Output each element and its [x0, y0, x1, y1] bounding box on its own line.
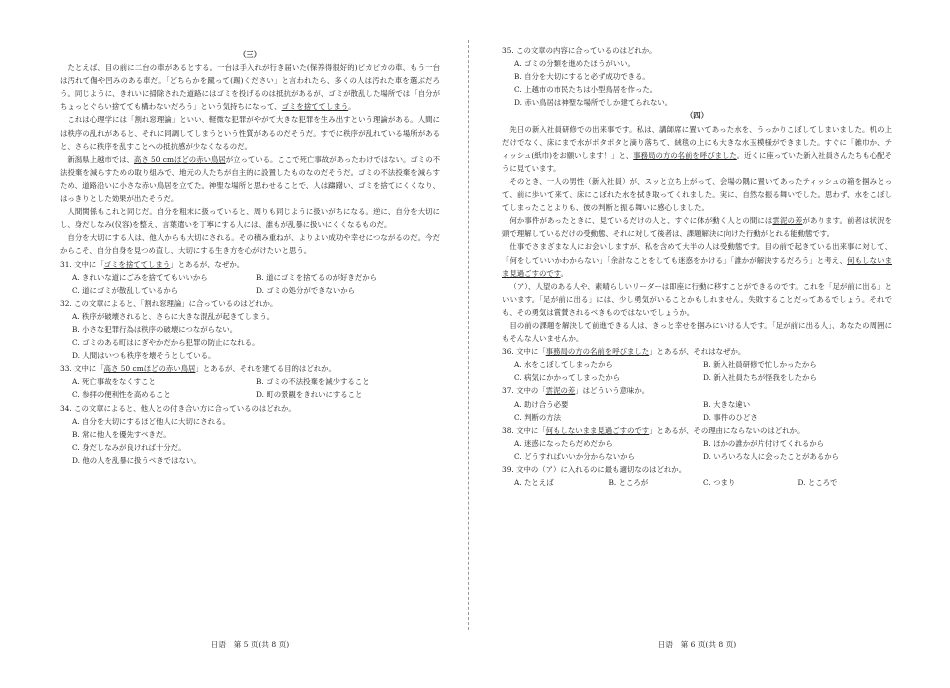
section-title: （三）	[238, 50, 262, 59]
answer-option-row	[60, 375, 440, 388]
text-segment: 。	[348, 102, 356, 112]
text-segment: これは心理学には「割れ窓理論」といい、軽微な犯罪がやがて大きな犯罪を生み出すという理論がある。人間には秩序の乱れがあると、それに同調してしまうという性質があるのだそうだ。すでに秩序が乱れている場所があると、さらに秩序を乱すことへの抵抗感が少なくなるのだ。	[60, 115, 440, 151]
question-stem	[60, 297, 440, 310]
answer-option: D. ところで	[797, 478, 838, 488]
answer-option: B. 新入社員研修で忙しかったから	[703, 360, 817, 370]
page-right	[502, 0, 892, 688]
answer-option: D. 他の人を乱暴に扱うべきではない。	[72, 455, 201, 465]
question-stem	[60, 258, 440, 271]
answer-option-row	[60, 271, 440, 284]
question-stem	[502, 424, 892, 437]
text-segment: 32. この文章によると、「割れ窓理論」に合っているのはどれか。	[60, 298, 278, 308]
question-stem	[502, 463, 892, 476]
answer-option: C. 病気にかかってしまったから	[514, 373, 621, 383]
underlined-text: ゴミを捨ててしまう	[281, 102, 349, 112]
answer-option: A. 水をこぼしてしまったから	[514, 360, 613, 370]
section-title: （四）	[685, 111, 709, 121]
answer-option-row	[502, 358, 892, 371]
text-segment: 先日の新入社員研修での出来事です。私は、講師席に置いてあった水を、うっかりこぼしてしまいました。机の上だけでなく、床にまで水がポタポタと滴り落ちて、絨毯の上にも大きな水玉模様ができました。すぐに「雑巾か、ティッシュ(紙巾)をお願いします！」と、	[502, 124, 892, 160]
question-stem	[502, 384, 892, 397]
passage-paragraph	[60, 205, 440, 231]
text-segment: 仕事でさまざまな人にお会いしますが、私を含めて大半の人は受動態です。目の前で起きている出来事に対して、「何をしていいかわからない」「余計なことをしても迷惑をかける」「誰かが解決するだろう」と考え、	[502, 242, 892, 265]
answer-option: C. 参拝の便利性を高めること	[72, 390, 171, 400]
answer-option-row	[502, 398, 892, 411]
answer-option: B. ところが	[608, 478, 649, 488]
answer-option: A. 迷惑になったらだめだから	[514, 438, 613, 448]
answer-option-row	[502, 476, 892, 489]
passage-paragraph	[60, 113, 440, 152]
answer-option: D. 新入社員たちが怪我をしたから	[703, 373, 817, 383]
answer-option: C. つまり	[703, 478, 736, 488]
answer-option: C. 上越市の市民たちは小型鳥居を作った。	[514, 85, 658, 95]
answer-option: C. 道にゴミが散乱しているから	[72, 285, 179, 295]
passage-paragraph	[60, 153, 440, 205]
left-body	[60, 48, 440, 467]
passage-paragraph	[502, 123, 892, 175]
question-stem	[502, 345, 892, 358]
text-segment: （ア）、人望のある人や、素晴らしいリーダーは即座に行動に移すことができるのです。これを「足が前に出る」といいます。「足が前に出る」には、少し勇気がいることかもしれません。失敗することだってあるでしょう。それでも、その勇気は賞賛されるべきものではないでしょうか。	[502, 281, 892, 317]
answer-option: D. 人間はいつも秩序を壊そうとしている。	[72, 351, 216, 361]
text-segment: 人間関係もこれと同じだ。自分を粗末に扱っていると、周りも同じように扱いがちになる。逆に、自分を大切にし、身だしなみ(仪容)を整え、言葉遣いを丁寧にする人には、誰もが乱暴に扱いにくくなるものだ。	[60, 207, 440, 230]
answer-option: A. 自分を大切にするほど他人に大切にされる。	[72, 416, 230, 426]
answer-option: B. 道にゴミを捨てるのが好きだから	[256, 272, 377, 282]
answer-option: B. 常に他人を優先すべきだ。	[72, 429, 171, 439]
answer-option: C. ゴミのある町はにぎやかだから犯罪の防止になれる。	[72, 338, 260, 348]
answer-option: C. 身だしなみが良ければ十分だ。	[72, 442, 186, 452]
text-segment: たとえば、目の前に二台の車があるとする。一台は手入れが行き届いた(保养得很好的)ピカピカの車、もう一台は汚れて傷や凹みのある車だ。「どちらかを蹴って(踢)ください」と言われたら、多くの人は汚れた車を選ぶだろう。同じように、きれいに掃除された道路にはゴミを投げるのは抵抗があるが、ゴミが散乱した場所では「自分がちょっとぐらい捨てても構わないだろう」という気持ちになって、	[60, 63, 440, 112]
answer-option: D. 事件のひどさ	[703, 412, 758, 422]
answer-option: B. ゴミの不法投棄を減少すること	[256, 377, 370, 387]
question-stem	[60, 362, 440, 375]
answer-option: A. ゴミの分類を進めたほうがいい。	[514, 59, 635, 69]
text-segment: 33. 文中に「	[60, 364, 104, 374]
text-segment: 何か事件があったときに、見ているだけの人と、すぐに体が動く人との間には	[509, 216, 773, 226]
answer-option: A. たとえば	[514, 478, 554, 488]
text-segment: 」とあるが、その理由にならないのはどれか。	[649, 425, 805, 435]
text-segment: 34. この文章によると、他人との付き合い方に合っているのはどれか。	[60, 403, 296, 413]
answer-option: A. 死亡事故をなくすこと	[72, 377, 156, 387]
text-segment: 36. 文中に「	[502, 347, 546, 357]
answer-option: A. きれいな道にごみを捨ててもいいから	[72, 272, 208, 282]
passage-paragraph	[60, 231, 440, 257]
answer-option: C. どうすればいいか分からないから	[514, 451, 635, 461]
underlined-text: 高さ 50 cmほどの赤い鳥居	[133, 154, 226, 164]
text-segment: が立っている。ここで死亡事故があったわけではない。ゴミの不法投棄を減らすための取り組みで、地元の人たちが自主的に設置したものなのだそうだ。ゴミの不法投棄を減らすため、道路沿いに小さな赤い鳥居を立てた。神聖な場所と思わせることで、人は躊躇い、ゴミを捨てにくくなり、はっきりとした効果が出たそうだ。	[60, 154, 440, 204]
answer-option: D. ゴミの処分ができないから	[256, 285, 356, 295]
text-segment: 目の前の課題を解決して前進できる人は、きっと幸せを掴みにいける人です。「足が前に出る人」、あなたの周囲にもそんな人いませんか。	[502, 320, 892, 344]
answer-option: D. 町の景観をきれいにすること	[256, 390, 363, 400]
text-segment: 37. 文中の「	[502, 386, 546, 396]
answer-option: D. いろいろな人に会ったことがあるから	[703, 451, 840, 461]
answer-option-row	[502, 450, 892, 463]
underlined-text: ゴミを捨ててしまう	[103, 259, 171, 269]
page-left	[60, 0, 440, 688]
question-stem: 35. この文章の内容に合っているのはどれか。	[502, 46, 657, 55]
underlined-text: 高さ 50 cmほどの赤い鳥居	[103, 364, 196, 374]
passage-paragraph	[502, 319, 892, 345]
answer-option-row	[502, 437, 892, 450]
text-segment: 31. 文中に「	[60, 259, 104, 269]
text-segment: 39. 文中の（ア）に入れるのに最も適切なのはどれか。	[502, 465, 687, 474]
right-body	[502, 44, 892, 489]
answer-option: B. ほかの誰かが片付けてくれるから	[703, 438, 824, 448]
passage-paragraph	[502, 280, 892, 319]
underlined-text: 何もしないまま見過ごすのです	[545, 425, 650, 435]
text-segment: があります。前者は状況を頭で理解しているだけの受動態、それに対して後者は、課題解決に向けた行動がとれる能動態です。	[502, 216, 892, 239]
underlined-text: 事務局の方の名前を呼びました	[545, 347, 650, 357]
page-footer-right: 日语 第 6 页(共 8 页)	[657, 640, 737, 649]
text-segment: 」とあるが、なぜか。	[170, 259, 245, 269]
answer-option-row	[502, 371, 892, 384]
text-segment: 。	[560, 268, 568, 278]
text-segment: 」とあるが、それはなぜか。	[649, 347, 746, 357]
passage-paragraph	[502, 240, 892, 279]
question-stem	[60, 402, 440, 415]
answer-option: A. 秩序が破壊されると、さらに大きな混乱が起きてしまう。	[72, 311, 275, 321]
answer-option-row	[502, 411, 892, 424]
text-segment: 。近くに座っていた新入社員さんたちも心配そうに見ています。	[502, 150, 892, 173]
underlined-text: 事務局の方の名前を呼びました	[633, 150, 737, 160]
page-footer-left: 日语 第 5 页(共 8 页)	[210, 640, 290, 649]
text-segment: 」とあるが、それを建てる目的はどれか。	[195, 364, 336, 374]
answer-option: B. 自分を大切にすると必ず成功できる。	[514, 72, 650, 82]
text-segment: 自分を大切にする人は、他人からも大切にされる。その積み重ねが、よりよい成功や幸せにつながるのだ。今だからこそ、自分自身を見つめ直し、大切にする生き方を心がけたいと思う。	[60, 233, 440, 256]
answer-option: A. 助け合う必要	[514, 399, 569, 409]
answer-option-row	[60, 284, 440, 297]
page-divider	[468, 40, 469, 630]
passage-paragraph	[502, 214, 892, 240]
answer-option: C. 判断の方法	[514, 412, 562, 422]
answer-option: D. 赤い鳥居は神聖な場所でしか建てられない。	[514, 98, 673, 108]
text-segment: そのとき、一人の男性（新入社員）が、スッと立ち上がって、会場の隅に置いてあったティッシュの箱を掴みとって、前に歩いて来て、床にこぼれた水を拭き取ってくれました。実に、自然な振る舞いでした。思わず、水をこぼしてしまったことよりも、彼の判断と振る舞いに感心しました。	[502, 176, 892, 213]
passage-paragraph	[60, 61, 440, 113]
underlined-text: 雲泥の差	[772, 216, 803, 226]
underlined-text: 雲泥の差	[545, 386, 576, 396]
underlined-text: 何もしないまま見過ごすのです	[502, 255, 892, 278]
answer-option: B. 小さな犯罪行為は秩序の破壊につながらない。	[72, 324, 238, 334]
text-segment: 」はどういう意味か。	[575, 386, 650, 396]
text-segment: 38. 文中に「	[502, 425, 546, 435]
answer-option-row	[60, 388, 440, 401]
text-segment: 新潟県上越市では、	[67, 154, 134, 164]
answer-option: B. 大きな違い	[703, 399, 751, 409]
passage-paragraph	[502, 175, 892, 214]
